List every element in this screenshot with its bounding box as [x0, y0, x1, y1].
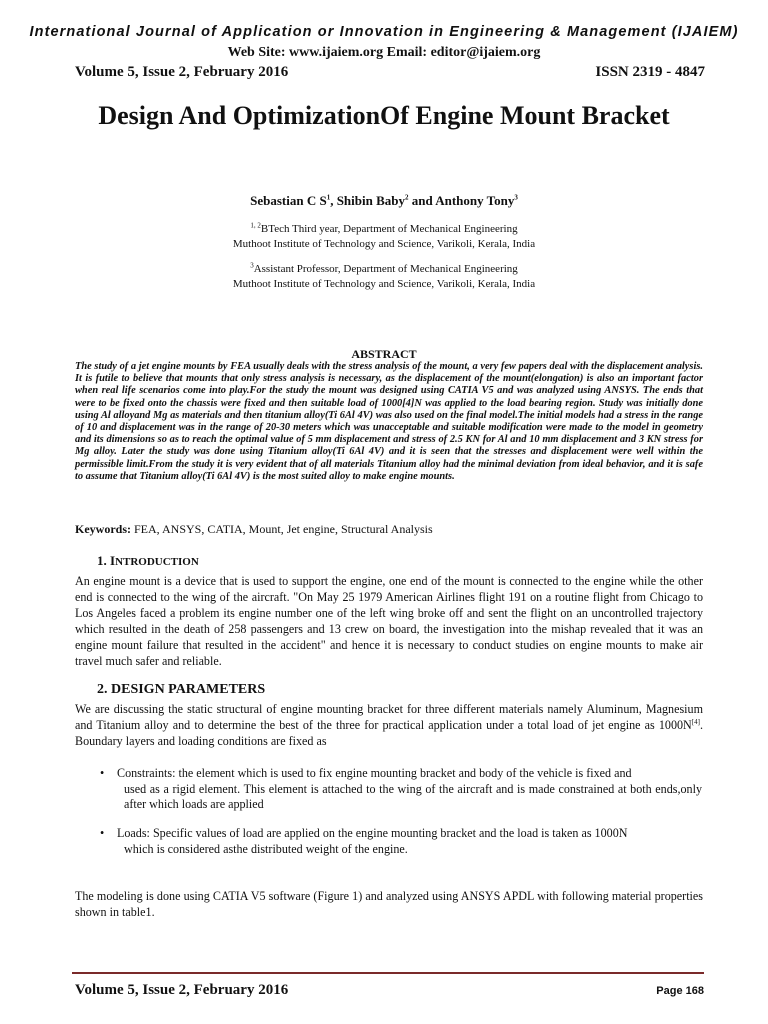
author-separator: and — [408, 193, 436, 208]
section-initial: I — [110, 553, 116, 568]
affiliation-dept: BTech Third year, Department of Mechanical Engineering — [260, 223, 518, 235]
affiliation-superscript: 3 — [250, 261, 254, 270]
affiliation-2 — [0, 262, 768, 292]
citation: [4] — [691, 717, 700, 726]
author-name: Shibin Baby — [336, 193, 405, 208]
paragraph-text: We are discussing the static structural of engine mounting bracket for three different materials namely Aluminum, Magnesium and Titanium alloy and to determine the best of the three for practical application under a total load of jet engine as 1000N — [75, 702, 703, 732]
section-number: 1. — [97, 553, 110, 568]
author-separator: , — [330, 193, 337, 208]
affiliation-dept: Assistant Professor, Department of Mechanical Engineering — [253, 263, 518, 275]
bullet-constraints — [100, 766, 702, 813]
affiliation-institute: Muthoot Institute of Technology and Science, Varikoli, Kerala, India — [232, 278, 536, 290]
keywords-line — [75, 522, 703, 537]
modeling-paragraph: The modeling is done using CATIA V5 software (Figure 1) and analyzed using ANSYS APDL with following material properties shown in table1. — [75, 889, 703, 919]
author-superscript: 3 — [514, 193, 518, 202]
affiliation-1 — [0, 222, 768, 252]
paragraph-text: . Boundary layers and loading conditions are fixed as — [75, 718, 703, 748]
author-name: Anthony Tony — [435, 193, 515, 208]
keywords-label: Keywords: — [75, 522, 131, 536]
paper-title: Design And OptimizationOf Engine Mount Bracket — [98, 101, 670, 130]
author-name: Sebastian C S — [250, 193, 327, 208]
abstract-text: The study of a jet engine mounts by FEA usually deals with the stress analysis of the mount, a very few papers deal with the displacement analysis. It is futile to believe that mounts that only stress analysis is necessary, as the displacement of the mount(elongation) is also an important factor when real life scenarios come into play.For the study the mount was designed using CATIA V5 and was analyzed using ANSYS. The ends that were to be fixed onto the chassis were fixed and then suitable load of 1000[4]N was applied to the load bearing region. Study was initially done using Al alloyand Mg as materials and then titanium alloy(Ti 6Al 4V) was also used on the final model.The initial models had a stress in the range of 10 and displacement was in the range of 20-30 meters which was unacceptable and suitable modification were made to the model in geometry and its dimensions so as to reach the optimal value of 5 mm displacement and stress of 2.5 KN for Al and 10 mm displacement and 3 KN stress for Mg alloy. Later the study was done using Titanium alloy(Ti 6Al 4V) and it is seen that the stresses and displacement were well within the permissible limit.From the study it is very evident that of all materials Titanium alloy had the minimal deviation from ideal behavior, and it is safe to assume that Titanium alloy(Ti 6Al 4V) is the most suited alloy to make engine mounts. — [75, 361, 703, 482]
journal-website: Web Site: www.ijaiem.org Email: editor@ijaiem.org — [227, 45, 541, 60]
introduction-paragraph: An engine mount is a device that is used to support the engine, one end of the mount is connected to the engine while the other end is connected to the wing of the aircraft. "On May 25 1979 American Airlines flight 191 on a routine flight from Chicago to Los Angeles faced a problem its engine number one of the left wing broke off and sent the flight on an uncontrolled trajectory which resulted in the death of 258 passengers and 13 crew on board, the investigation into the mishap revealed that it was an engine mount failure that resulted in the accident" and hence it is necessary to conduct studies on engine mounts to make air travel much safer and reliable. — [75, 574, 703, 668]
keywords-text: FEA, ANSYS, CATIA, Mount, Jet engine, Structural Analysis — [131, 522, 433, 536]
author-list — [0, 193, 768, 209]
bullet-icon: • — [100, 766, 105, 780]
affiliation-superscript: 1, 2 — [250, 221, 261, 230]
abstract-heading: ABSTRACT — [351, 347, 417, 361]
bullet-icon: • — [100, 826, 105, 840]
page-number: Page 168 — [656, 985, 704, 997]
author-superscript: 2 — [404, 193, 409, 202]
bullet-first-line: Constraints: the element which is used to fix engine mounting bracket and body of the vehicle is fixed and — [117, 766, 632, 780]
issn: ISSN 2319 - 4847 — [595, 64, 705, 80]
volume-info: Volume 5, Issue 2, February 2016 — [75, 64, 289, 80]
section-heading-introduction — [97, 553, 199, 569]
bullet-first-line: Loads: Specific values of load are applied on the engine mounting bracket and the load is taken as 1000N — [117, 826, 628, 840]
design-parameters-paragraph — [75, 701, 703, 749]
volume-issn-row — [75, 64, 705, 81]
bullet-continuation: which is considered asthe distributed weight of the engine. — [124, 841, 408, 856]
journal-name: International Journal of Application or Innovation in Engineering & Management (IJAIEM) — [29, 24, 739, 40]
footer-volume: Volume 5, Issue 2, February 2016 — [75, 982, 289, 998]
section-heading-design-parameters: 2. DESIGN PARAMETERS — [97, 682, 266, 697]
author-superscript: 1 — [326, 193, 331, 202]
section-title-rest: NTRODUCTION — [115, 556, 199, 568]
bullet-continuation: used as a rigid element. This element is attached to the wing of the aircraft and is made constrained at both ends,only after which loads are applied — [124, 781, 702, 811]
bullet-loads — [100, 826, 702, 857]
footer-divider — [72, 972, 704, 974]
affiliation-institute: Muthoot Institute of Technology and Science, Varikoli, Kerala, India — [232, 238, 536, 250]
